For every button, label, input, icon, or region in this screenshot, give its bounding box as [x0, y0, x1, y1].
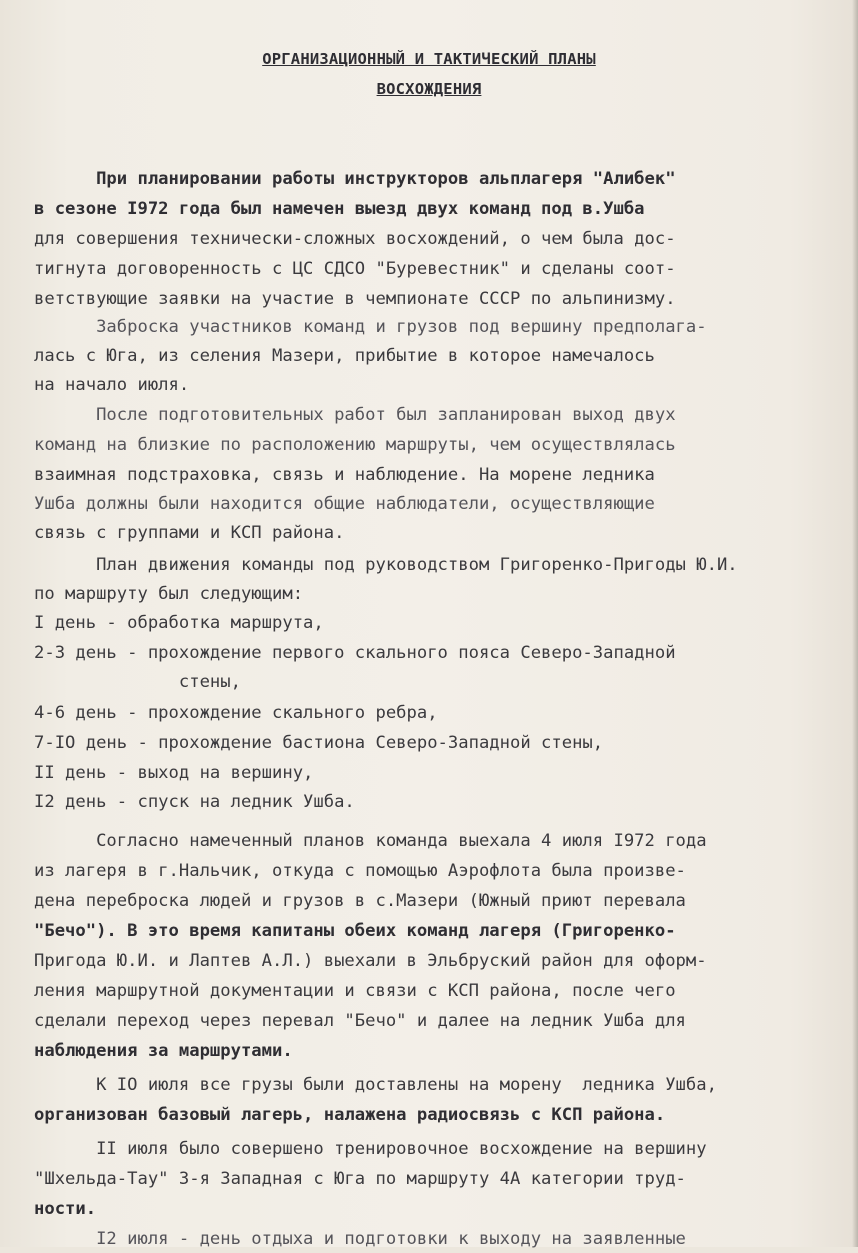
text-line: После подготовительных работ был запланирован выход двух: [34, 405, 676, 425]
text-line: II день - выход на вершину,: [34, 763, 314, 783]
text-line: сделали переход через перевал "Бечо" и далее на ледник Ушба для: [34, 1011, 686, 1031]
text-line: в сезоне I972 года был намечен выезд двух команд под в.Ушба: [34, 199, 645, 219]
text-line: I2 день - спуск на ледник Ушба.: [34, 792, 355, 812]
text-line: Заброска участников команд и грузов под вершину предполага-: [34, 317, 707, 337]
text-line: взаимная подстраховка, связь и наблюдение. На морене ледника: [34, 465, 655, 485]
text-line: Пригода Ю.И. и Лаптев А.Л.) выехали в Эльбруский район для оформ-: [34, 951, 707, 971]
text-line: из лагеря в г.Нальчик, откуда с помощью Аэрофлота была произве-: [34, 861, 686, 881]
text-line: для совершения технически-сложных восхождений, о чем была дос-: [34, 229, 676, 249]
text-line: на начало июля.: [34, 375, 190, 395]
text-line: 4-6 день - прохождение скального ребра,: [34, 703, 438, 723]
page-edge-shadow: [852, 0, 858, 1247]
text-line: команд на близкие по расположению маршруты, чем осуществлялась: [34, 435, 676, 455]
text-line: План движения команды под руководством Григоренко-Пригоды Ю.И.: [34, 555, 738, 575]
text-line: 2-3 день - прохождение первого скального пояса Северо-Западной: [34, 643, 676, 663]
document-subtitle: ВОСХОЖДЕНИЯ: [376, 80, 482, 98]
text-line: Согласно намеченный планов команда выехала 4 июля I972 года: [34, 831, 707, 851]
text-line: I2 июля - день отдыха и подготовки к выходу на заявленные: [34, 1229, 686, 1249]
text-line: При планировании работы инструкторов альплагеря "Алибек": [34, 169, 676, 189]
text-line: связь с группами и КСП района.: [34, 523, 345, 543]
text-line: II июля было совершено тренировочное восхождение на вершину: [34, 1139, 707, 1159]
text-line: организован базовый лагерь, налажена радиосвязь с КСП района.: [34, 1105, 666, 1125]
text-line: по маршруту был следующим:: [34, 584, 304, 604]
text-line: тигнута договоренность с ЦС СДСО "Буревестник" и сделаны соот-: [34, 259, 676, 279]
text-line: ветствующие заявки на участие в чемпионате СССР по альпинизму.: [34, 289, 676, 309]
text-line: Ушба должны были находится общие наблюдатели, осуществляющие: [34, 494, 655, 514]
text-line: лась с Юга, из селения Мазери, прибытие в которое намечалось: [34, 346, 655, 366]
text-line: дена переброска людей и грузов в с.Мазери (Южный приют перевала: [34, 891, 686, 911]
text-line: I день - обработка маршрута,: [34, 613, 324, 633]
text-line: ления маршрутной документации и связи с КСП района, после чего: [34, 981, 676, 1001]
text-line: "Шхельда-Тау" 3-я Западная с Юга по маршруту 4А категории труд-: [34, 1169, 686, 1189]
text-line: К IO июля все грузы были доставлены на морену ледника Ушба,: [34, 1075, 717, 1095]
text-line: "Бечо"). В это время капитаны обеих команд лагеря (Григоренко-: [34, 921, 676, 941]
text-line: стены,: [34, 672, 241, 692]
text-line: ности.: [34, 1199, 97, 1219]
text-line: 7-IO день - прохождение бастиона Северо-Западной стены,: [34, 733, 604, 753]
text-line: наблюдения за маршрутами.: [34, 1041, 293, 1061]
document-title: ОРГАНИЗАЦИОННЫЙ И ТАКТИЧЕСКИЙ ПЛАНЫ: [262, 50, 596, 68]
